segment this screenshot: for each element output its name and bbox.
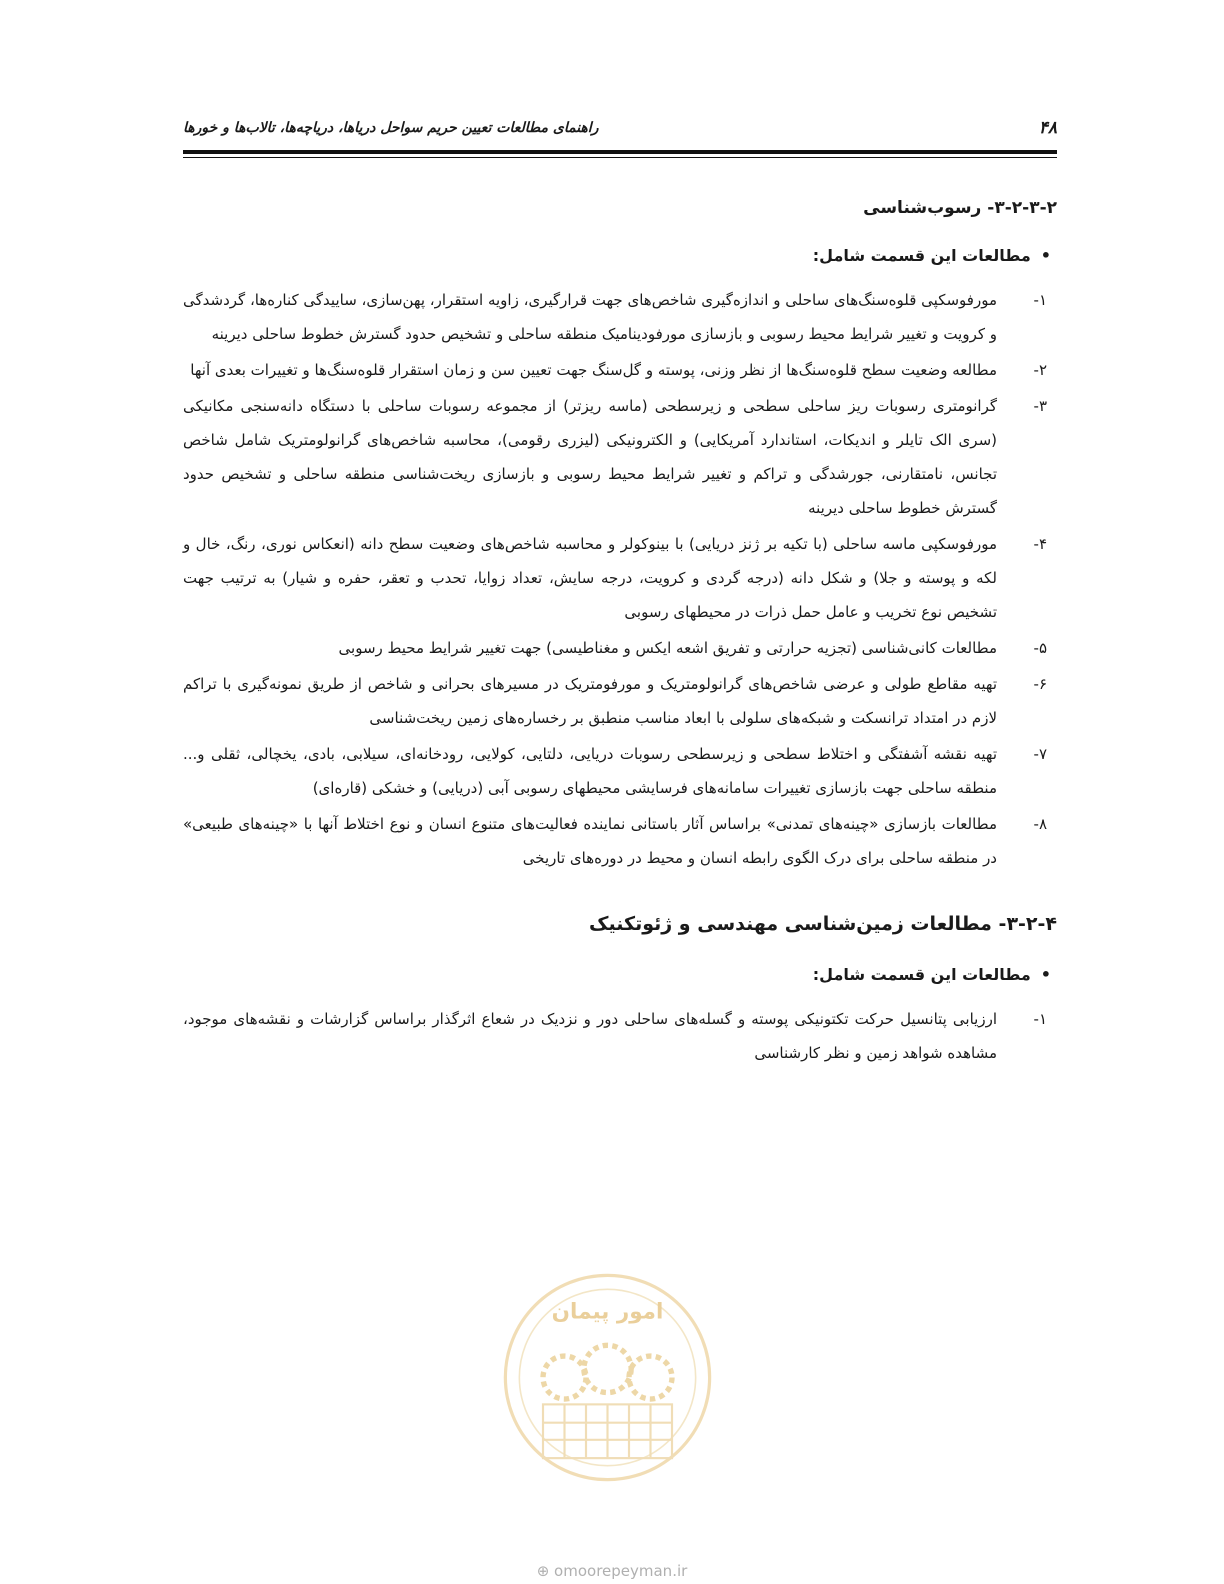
page-header [183, 118, 1057, 146]
bullet-heading [183, 965, 1057, 984]
item-text: مطالعات بازسازی «چینه‌های تمدنی» براساس آثار باستانی نماینده فعالیت‌های متنوع انسان و نوع اختلاط آنها با «چینه‌های طبیعی» در منطقه ساحلی برای درک الگوی رابطه انسان و محیط در دوره‌های تاریخی [183, 815, 997, 867]
item-text: مطالعات کانی‌شناسی (تجزیه حرارتی و تفریق اشعه ایکس و مغناطیسی) جهت تغییر شرایط محیط رسوبی [338, 639, 997, 657]
section-heading-engineering-geology: ۳-۲-۴- مطالعات زمین‌شناسی مهندسی و ژئوتکنیک [589, 913, 1057, 935]
item-text: ارزیابی پتانسیل حرکت تکتونیکی پوسته و گسله‌های ساحلی دور و نزدیک در شعاع اثرگذار براساس گزارشات و نقشه‌های موجود، مشاهده شواهد زمین و نظر کارشناسی [183, 1010, 997, 1062]
item-number: ۴- [1033, 535, 1047, 553]
list-item [183, 667, 1057, 735]
item-number: ۱- [1033, 1010, 1047, 1028]
study-list [183, 1002, 1057, 1070]
bullet-heading-text: مطالعات این قسمت شامل: [812, 965, 1031, 984]
study-list [183, 283, 1057, 875]
item-number: ۵- [1033, 639, 1047, 657]
list-item [183, 807, 1057, 875]
item-text: مطالعه وضعیت سطح قلوه‌سنگ‌ها از نظر وزنی، پوسته و گل‌سنگ جهت تعیین سن و زمان استقرار قلوه‌سنگ‌ها و تغییرات بعدی آنها [190, 361, 997, 379]
bullet-dot: • [1040, 246, 1051, 265]
list-item [183, 389, 1057, 525]
section-heading-sedimentology: ۳-۲-۳-۲- رسوب‌شناسی [863, 198, 1057, 218]
item-number: ۲- [1033, 361, 1047, 379]
item-text: گرانومتری رسوبات ریز ساحلی سطحی و زیرسطحی (ماسه ریزتر) از مجموعه رسوبات ساحلی با دستگاه دانه‌سنجی مکانیکی (سری الک تایلر و اندیکات، استاندارد آمریکایی) و الکترونیکی (لیزری رقومی)، محاسبه شاخص‌های گرانولومتریک شامل شاخص تجانس، نامتقارنی، جورشدگی و تراکم و تغییر شرایط محیط رسوبی و بازسازی ریخت‌شناسی منطقه ساحلی و تشخیص حدود گسترش خطوط ساحلی دیرینه [183, 397, 997, 517]
bullet-heading [183, 246, 1057, 265]
item-number: ۳- [1033, 397, 1047, 415]
list-item [183, 283, 1057, 351]
page-content [183, 198, 1057, 1072]
item-number: ۸- [1033, 815, 1047, 833]
list-item [183, 353, 1057, 387]
footer-website [0, 1562, 1224, 1580]
header-rule-thin [183, 157, 1057, 158]
item-text: تهیه نقشه آشفتگی و اختلاط سطحی و زیرسطحی رسوبات دریایی، دلتایی، کولایی، رودخانه‌ای، سیلابی، بادی، یخچالی، ثقلی و... منطقه ساحلی جهت بازسازی تغییرات سامانه‌های فرسایشی محیطهای رسوبی آبی (دریایی) و خشکی (قاره‌ای) [183, 745, 997, 797]
bullet-heading-text: مطالعات این قسمت شامل: [812, 246, 1031, 265]
running-title: راهنمای مطالعات تعیین حریم سواحل دریاها، دریاچه‌ها، تالاب‌ها و خورها [183, 120, 599, 136]
item-text: مورفوسکپی ماسه ساحلی (با تکیه بر ژنز دریایی) با بینوکولر و محاسبه شاخص‌های وضعیت سطح دانه (انعکاس نوری، رنگ، خال و لکه و پوسته و جلا) و شکل دانه (درجه گردی و کرویت، درجه سایش، تعداد زوایا، تحدب و تعقر، حفره و شیار) به ترتیب جهت تشخیص نوع تخریب و عامل حمل ذرات در محیطهای رسوبی [183, 535, 997, 621]
footer-url-text: omoorepeyman.ir [554, 1562, 688, 1580]
list-item [183, 1002, 1057, 1070]
list-item [183, 631, 1057, 665]
watermark-logo [500, 1270, 715, 1485]
bullet-dot: • [1040, 965, 1051, 984]
globe-icon: ⊕ [536, 1562, 550, 1580]
header-rule-thick [183, 150, 1057, 154]
item-number: ۶- [1033, 675, 1047, 693]
list-item [183, 527, 1057, 629]
watermark-text: امور پیمان [551, 1299, 664, 1325]
item-number: ۷- [1033, 745, 1047, 763]
item-text: مورفوسکپی قلوه‌سنگ‌های ساحلی و اندازه‌گیری شاخص‌های جهت قرارگیری، زاویه استقرار، پهن‌سازی، ساییدگی کناره‌ها، گردشدگی و کرویت و تغییر شرایط محیط رسوبی و بازسازی مورفودینامیک منطقه ساحلی و تشخیص حدود گسترش خطوط ساحلی دیرینه [183, 291, 997, 343]
list-item [183, 737, 1057, 805]
item-number: ۱- [1033, 291, 1047, 309]
item-text: تهیه مقاطع طولی و عرضی شاخص‌های گرانولومتریک و مورفومتریک در مسیرهای بحرانی و شاخص از طریق نمونه‌گیری با تراکم لازم در امتداد ترانسکت و شبکه‌های سلولی با ابعاد مناسب منطبق بر رخساره‌های زمین ریخت‌شناسی [183, 675, 997, 727]
page-number: ۴۸ [1038, 118, 1057, 138]
